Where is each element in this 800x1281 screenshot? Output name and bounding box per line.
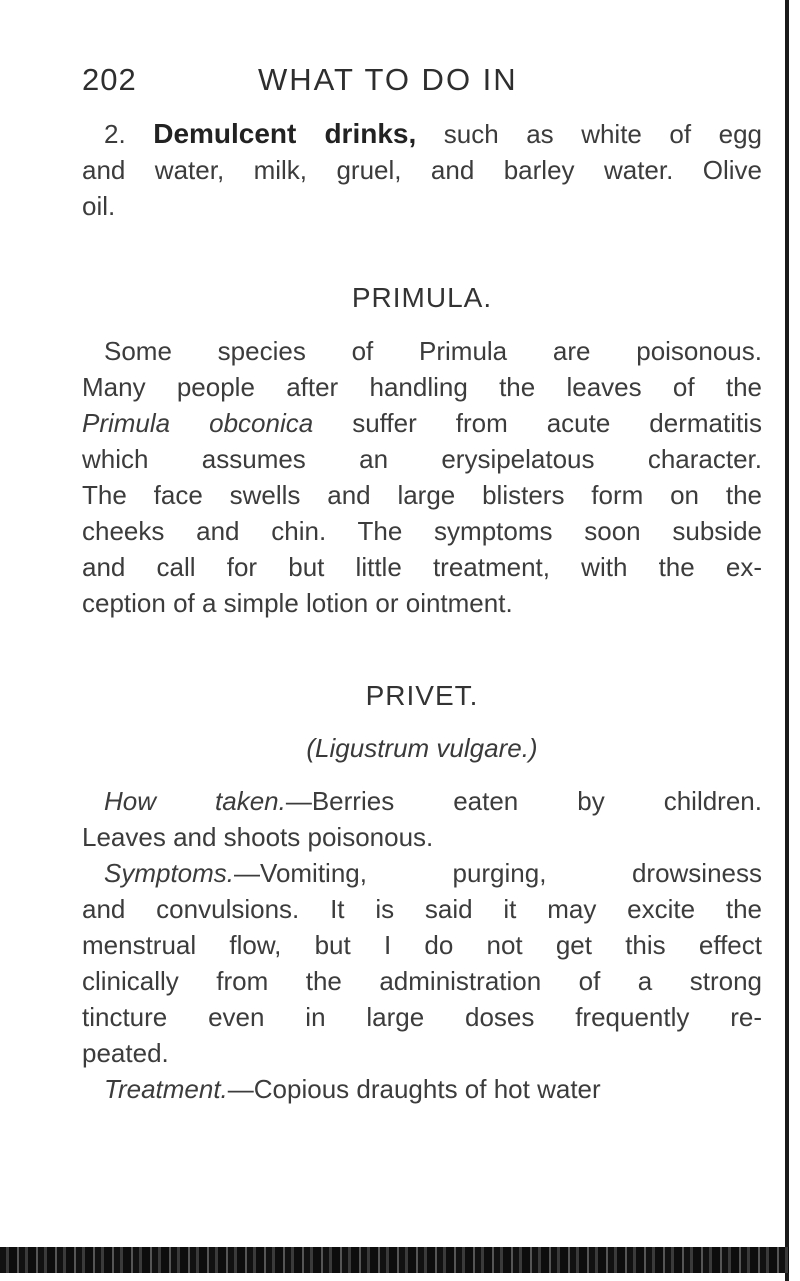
scan-edge-strip — [0, 1247, 789, 1273]
symptoms-label: Symptoms. — [104, 858, 235, 888]
primula-line: and call for but little treatment, with the ex- — [82, 552, 762, 582]
how-taken-label: How taken. — [104, 786, 286, 816]
symptoms-line: clinically from the administration of a strong — [82, 966, 762, 996]
symptoms-line: tincture even in large doses frequently re- — [82, 1002, 762, 1032]
primula-line: cheeks and chin. The symptoms soon subside — [82, 516, 762, 546]
demulcent-line-2: and water, milk, gruel, and barley water. Olive — [82, 155, 762, 185]
item-number: 2. — [104, 119, 154, 149]
treatment-label: Treatment. — [104, 1074, 228, 1104]
symptoms-line: menstrual flow, but I do not get this effect — [82, 930, 762, 960]
primula-heading: PRIMULA. — [351, 282, 493, 313]
symptoms-text: —Vomiting, purging, drowsiness — [234, 858, 762, 888]
treatment-line — [82, 1071, 762, 1107]
demulcent-heading: Demulcent drinks, — [153, 118, 417, 149]
demulcent-text-1: such as white of egg — [416, 119, 762, 149]
primula-line: which assumes an erysipelatous character. — [82, 444, 762, 474]
treatment-text: —Copious draughts of hot water — [227, 1074, 601, 1104]
running-head: WHAT TO DO IN — [258, 62, 518, 97]
primula-line: The face swells and large blisters form on the — [82, 480, 762, 510]
how-taken-line-2: Leaves and shoots poisonous. — [82, 822, 434, 852]
primula-line: Some species of Primula are poisonous. — [104, 336, 762, 366]
primula-paragraph — [82, 333, 762, 621]
primula-line: ception of a simple lotion or ointment. — [82, 588, 513, 618]
demulcent-line-1 — [82, 116, 762, 152]
demulcent-line-3: oil. — [82, 191, 116, 221]
primula-species-name: Primula obconica — [82, 408, 314, 438]
privet-paragraph — [82, 783, 762, 1107]
primula-line: Many people after handling the leaves of the — [82, 372, 762, 402]
how-taken-text: —Berries eaten by children. — [285, 786, 762, 816]
primula-line — [82, 405, 762, 441]
page-number: 202 — [82, 62, 137, 97]
privet-heading: PRIVET. — [365, 680, 479, 711]
symptoms-line — [82, 855, 762, 891]
primula-text: suffer from acute dermatitis — [313, 408, 763, 438]
symptoms-line: peated. — [82, 1038, 169, 1068]
privet-latin-name: (Ligustrum vulgare.) — [306, 733, 538, 763]
demulcent-paragraph — [82, 116, 762, 224]
how-taken-line — [82, 783, 762, 819]
symptoms-line: and convulsions. It is said it may excite the — [82, 894, 762, 924]
page-edge-rule — [785, 0, 789, 1281]
